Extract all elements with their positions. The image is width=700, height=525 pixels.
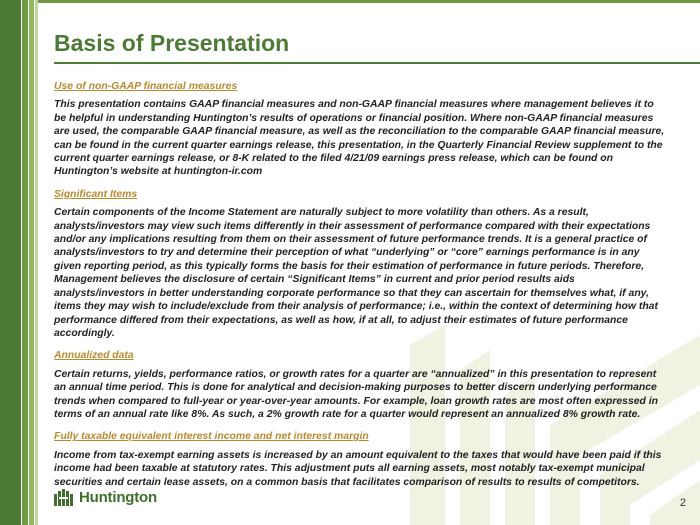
section-paragraph: Certain components of the Income Statement are naturally subject to more volatility than others. As a result, analysts/investors may view such items differently in their assessment of performance compared with their expectations and/or any implications resulting from them on their assessment of future performance trends. It is a general practice of analysts/investors to try and determine their perception of what “underlying” or “core” earnings performance is in any given reporting period, as this typically forms the basis for their estimation of performance in future periods. Therefore, Management believes the disclosure of certain “Significant Items” in current and prior period results aids analysts/investors in better understanding corporate performance so that they can ascertain for themselves what, if any, items they may wish to include/exclude from their analysis of performance; i.e., within the context of determining how that performance differed from their expectations, as well as how, if at all, to adjust their estimates of future performance accordingly. — [54, 207, 658, 339]
title-divider — [54, 62, 700, 64]
section-paragraph: Income from tax-exempt earning assets is increased by an amount equivalent to the taxes that would have been paid if this income had been taxable at statutory rates. This adjustment puts all earning assets, most notably tax-exempt municipal securities and certain lease assets, on a common basis that facilitates comparison of results to results of competitors. — [54, 449, 662, 488]
section-heading: Annualized data — [54, 350, 134, 362]
left-stripe-mid — [22, 0, 28, 525]
logo-wordmark: Huntington — [79, 488, 157, 506]
section-paragraph: This presentation contains GAAP financial measures and non-GAAP financial measures where management believes it to be helpful in understanding Huntington’s results of operations or financial position. Where non-GAAP financial measures are used, the comparable GAAP financial measure, as well as the reconciliation to the comparable GAAP financial measure, can be found in the current quarter earnings release, this presentation, in the Quarterly Financial Review supplement to the current quarter earnings release, or 8-K related to the filed 4/21/09 earnings press release, which can be found on Huntington’s website at huntington-ir.com — [54, 99, 665, 178]
section-significant-items — [54, 188, 666, 340]
section-heading: Use of non-GAAP financial measures — [54, 81, 238, 92]
section-heading: Significant Items — [54, 188, 138, 200]
section-annualized-data — [54, 349, 666, 421]
huntington-logo-icon — [54, 488, 74, 506]
section-paragraph: Certain returns, yields, performance ratios, or growth rates for a quarter are “annualized” in this presentation to represent an annual time period. This is done for analytical and decision-making purposes to better discern underlying performance trends when compared to full-year or year-over-year amounts. For example, loan growth rates are most often expressed in terms of an annual rate like 8%. As such, a 2% growth rate for a quarter would represent an annualized 8% growth rate. — [54, 368, 658, 420]
section-fte-interest-income — [54, 430, 666, 489]
top-accent-line — [38, 0, 700, 3]
section-non-gaap — [54, 80, 666, 179]
section-heading: Fully taxable equivalent interest income and net interest margin — [54, 431, 369, 443]
left-stripe-dark — [0, 0, 21, 525]
content-body — [54, 80, 666, 498]
huntington-logo — [54, 488, 157, 506]
left-stripe-pale — [35, 0, 38, 525]
page-number: 2 — [679, 497, 686, 509]
page-title: Basis of Presentation — [54, 30, 290, 56]
left-stripe-light — [29, 0, 34, 525]
